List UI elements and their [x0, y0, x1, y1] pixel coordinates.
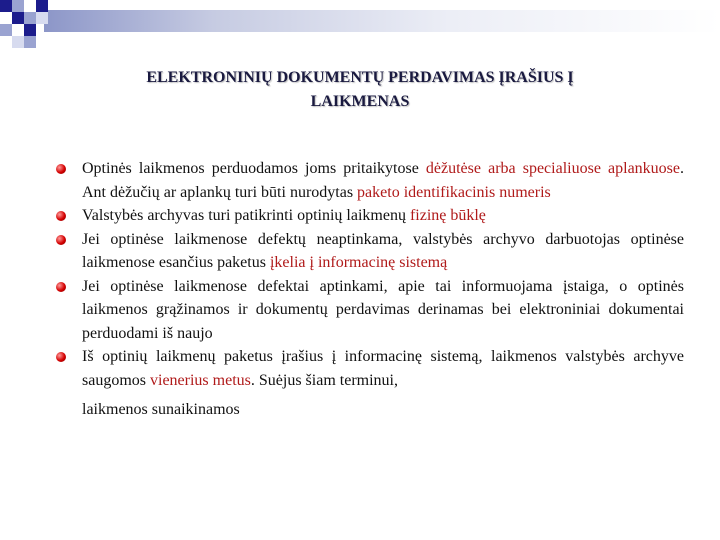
highlight-text: paketo identifikacinis numeris	[357, 183, 551, 201]
slide-title-line-2: LAIKMENAS	[310, 93, 410, 110]
slide-title	[40, 66, 680, 114]
bullet-text-5: Iš optinių laikmenų paketus įrašius į informacinę sistemą, laikmenos valstybės archyve saugomos vienerius metus. Suėjus šiam terminui,	[82, 348, 684, 389]
bullet-text-4: Jei optinėse laikmenose defektai aptinkami, apie tai informuojama įstaiga, o optinės laikmenos grąžinamos ir dokumentų perdavimas derinamas bei elektroniniai dokumentai perduodami iš naujo	[82, 277, 684, 342]
highlight-text: fizinę būklę	[409, 207, 486, 224]
bullet-item-4	[52, 275, 684, 346]
bullet-text-3: Jei optinėse laikmenose defektų neaptinkama, valstybės archyvo darbuotojas optinėse laikmenose esančius paketus įkelia į informacinę sistemą	[82, 230, 684, 271]
bullet-dot-icon	[56, 164, 66, 174]
bullet-text-2: Valstybės archyvas turi patikrinti optinių laikmenų fizinę būklę	[82, 207, 486, 224]
bullet-dot-icon	[56, 352, 66, 362]
highlight-text: dėžutėse arba specialiuose aplankuose	[425, 160, 680, 177]
bullet-text-5-continuation: laikmenos sunaikinamos	[82, 401, 240, 418]
corner-decoration	[0, 0, 720, 60]
bullet-item-1	[52, 157, 684, 204]
bullet-list	[52, 157, 684, 422]
bullet-dot-icon	[56, 282, 66, 292]
highlight-text: vienerius metus	[150, 371, 251, 389]
bullet-dot-icon	[56, 235, 66, 245]
slide-title-line-1: ELEKTRONINIŲ DOKUMENTŲ PERDAVIMAS ĮRAŠIUS Į	[146, 69, 574, 86]
highlight-text: įkelia į informacinę sistemą	[269, 254, 448, 271]
bullet-dot-icon	[56, 211, 66, 221]
bullet-text-1: Optinės laikmenos perduodamos joms pritaikytose dėžutėse arba specialiuose aplankuose. Ant dėžučių ar aplankų turi būti nurodytas paketo identifikacinis numeris	[82, 160, 684, 201]
bullet-item-5	[52, 345, 684, 422]
bullet-item-3	[52, 228, 684, 275]
bullet-item-2	[52, 204, 684, 228]
